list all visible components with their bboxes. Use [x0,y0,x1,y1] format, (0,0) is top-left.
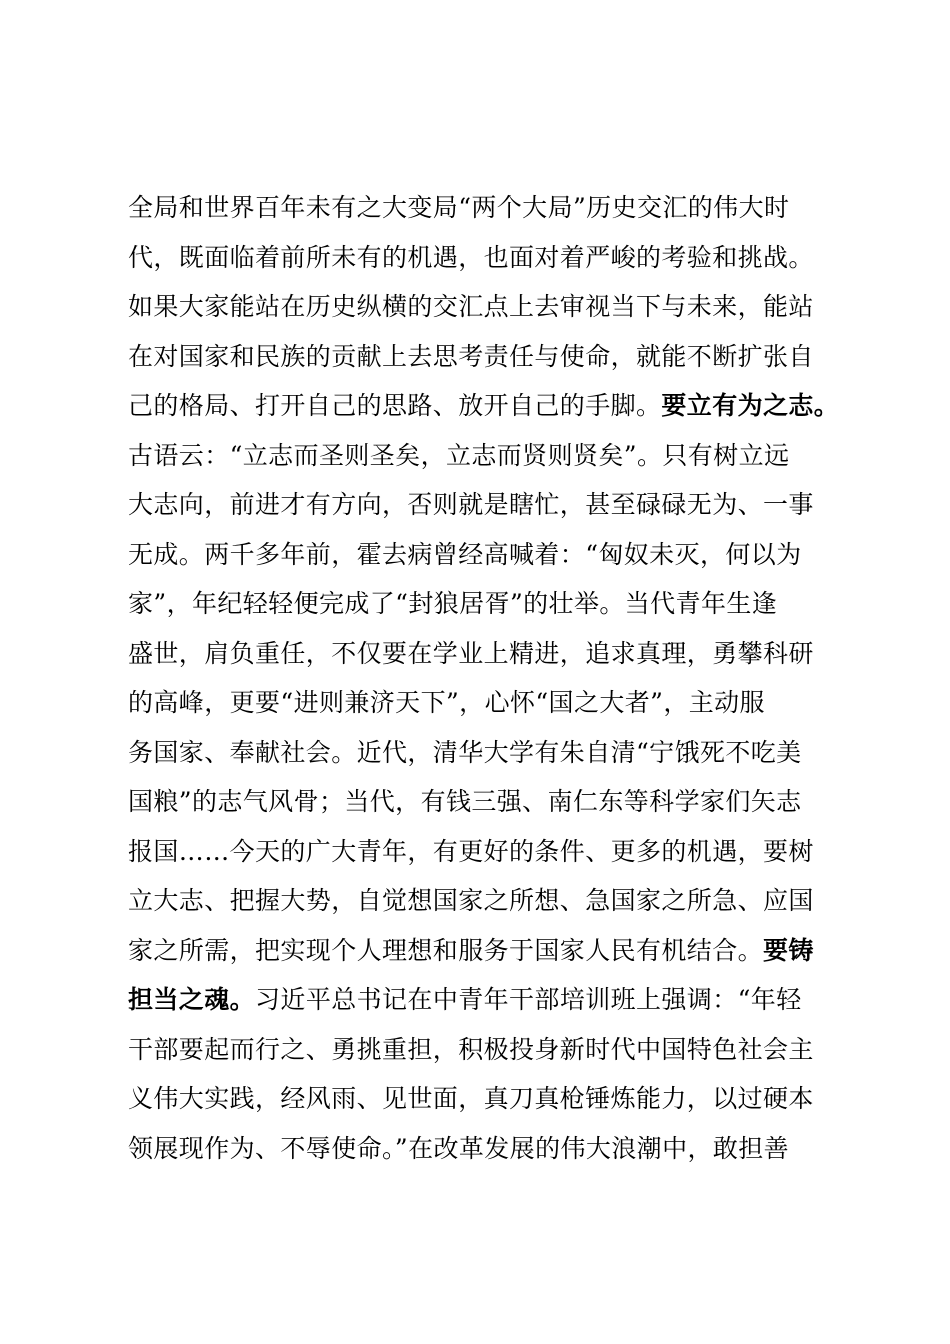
text-line [128,926,848,976]
body-text-segment: 盛世，肩负重任，不仅要在学业上精进，追求真理，勇攀科研 [128,638,814,668]
text-line [128,381,848,431]
text-line [128,530,848,580]
text-line [128,777,848,827]
body-text-segment: 领展现作为、不辱使命。”在改革发展的伟大浪潮中，敢担善 [128,1133,790,1163]
text-line [128,480,848,530]
text-line [128,183,848,233]
body-text-segment: 如果大家能站在历史纵横的交汇点上去审视当下与未来，能站 [128,292,814,321]
body-text-segment: 的高峰，更要“进则兼济天下”，心怀“国之大者”，主动服 [128,688,765,717]
text-line [128,233,848,283]
text-line [128,678,848,728]
body-text-segment: 己的格局、打开自己的思路、放开自己的手脚。 [128,391,662,420]
body-text-segment: 报国……今天的广大青年，有更好的条件、更多的机遇，要树 [128,836,814,866]
body-text-segment: 全局和世界百年未有之大变局“两个大局”历史交汇的伟大时 [128,193,790,222]
body-text-segment: 古语云：“立志而圣则圣矣，立志而贤则贤矣”。只有树立远 [128,440,790,470]
body-text [128,183,848,1173]
body-text-segment: 务国家、奉献社会。近代，清华大学有朱自清“宁饿死不吃美 [128,737,802,767]
text-line [128,579,848,629]
body-text-segment: 在对国家和民族的贡献上去思考责任与使命，就能不断扩张自 [128,341,814,371]
text-line [128,975,848,1025]
body-text-segment: 代，既面临着前所未有的机遇，也面对着严峻的考验和挑战。 [128,242,814,272]
body-text-segment: 立大志、把握大势，自觉想国家之所想、急国家之所急、应国 [128,886,814,915]
body-text-segment: 习近平总书记在中青年干部培训班上强调：“年轻 [255,985,802,1014]
body-text-segment: 大志向，前进才有方向，否则就是瞎忙，甚至碌碌无为、一事 [128,490,814,519]
body-text-segment: 义伟大实践，经风雨、见世面，真刀真枪锤炼能力，以过硬本 [128,1084,814,1113]
bold-heading-text: 要立有为之志。 [661,391,840,420]
text-line [128,876,848,926]
text-line [128,332,848,382]
text-line [128,1025,848,1075]
bold-heading-text: 要铸 [763,935,814,965]
body-text-segment: 国粮”的志气风骨；当代，有钱三强、南仁东等科学家们矢志 [128,787,802,816]
text-line [128,728,848,778]
body-text-segment: 家”，年纪轻轻便完成了“封狼居胥”的壮举。当代青年生逢 [128,589,778,618]
text-line [128,431,848,481]
text-line [128,1074,848,1124]
body-text-segment: 无成。两千多年前，霍去病曾经高喊着：“匈奴未灭，何以为 [128,539,802,569]
text-line [128,1124,848,1174]
body-text-segment: 干部要起而行之、勇挑重担，积极投身新时代中国特色社会主 [128,1034,814,1064]
body-text-segment: 家之所需，把实现个人理想和服务于国家人民有机结合。 [128,935,764,965]
text-line [128,629,848,679]
bold-heading-text: 担当之魂。 [128,985,256,1014]
text-line [128,827,848,877]
text-line [128,282,848,332]
